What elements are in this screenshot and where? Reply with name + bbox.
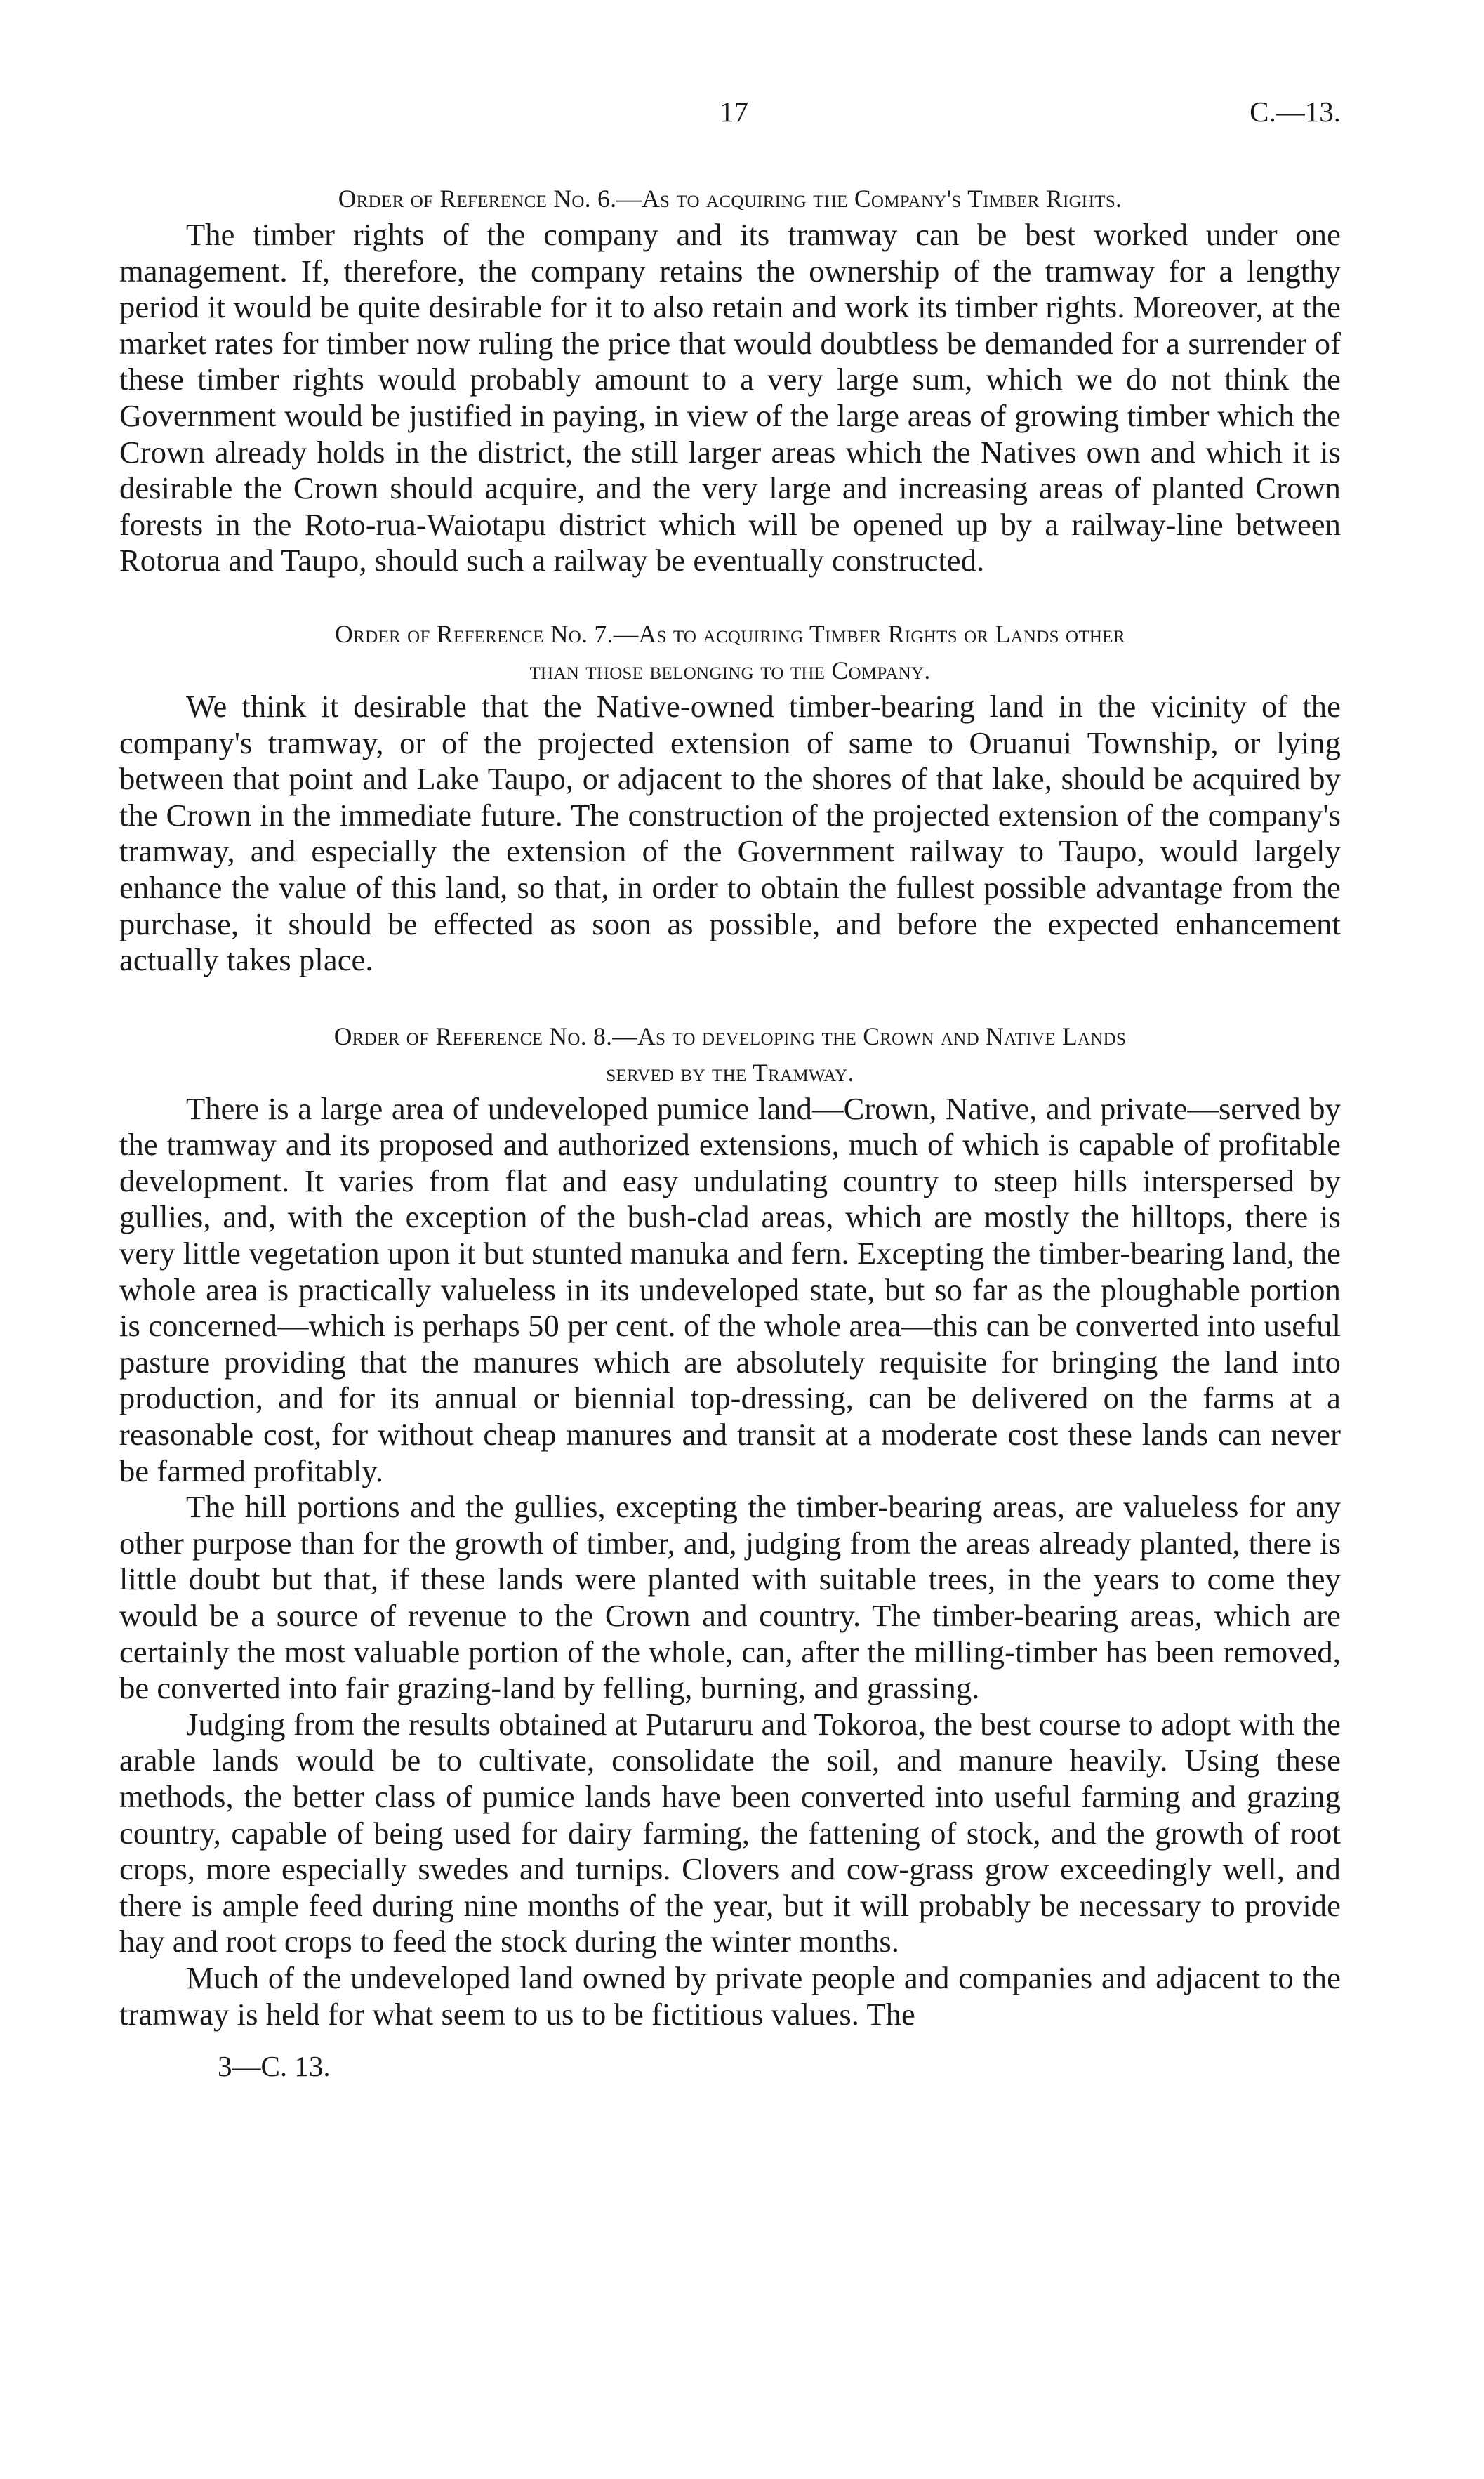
page-number: 17 [720,95,748,128]
paragraph-order-7: We think it desirable that the Native-owned timber-bearing land in the vicinity of the company's tramway, or of the projected extension of same to Oruanui Township, or lying between that point and Lake Taupo, or adjacent to the shores of that lake, should be acquired by the Crown in the immediate future. The construction of the projected extension of the company's tramway, and especially the extension of the Government railway to Taupo, would largely enhance the value of this land, so that, in order to obtain the fullest possible advantage from the purchase, it should be effected as soon as possible, and before the expected enhancement actually takes place. [119,688,1341,978]
section-heading-order-7 [119,616,1341,689]
paragraph-order-8-private-land: Much of the undeveloped land owned by private people and companies and adjacent to the tramway is held for what seem to us to be fictitious values. The [119,1959,1341,2032]
heading-line-continued: served by the Tramway. [606,1058,854,1087]
printer-signature-mark: 3—C. 13. [218,2050,331,2083]
section-heading-order-6 [119,180,1341,217]
heading-line: Order of Reference No. 6.—As to acquiring the Company's Timber Rights. [338,185,1122,213]
document-code: C.—13. [1250,95,1341,128]
document-page [119,95,1341,2083]
running-header [119,95,1341,144]
paragraph-order-8-hill-portions: The hill portions and the gullies, excepting the timber-bearing areas, are valueless for any other purpose than for the growth of timber, and, judging from the areas already planted, there is little doubt but that, if these lands were planted with suitable trees, in the years to come they would be a source of revenue to the Crown and country. The timber-bearing areas, which are certainly the most valuable portion of the whole, can, after the milling-timber has been removed, be converted into fair grazing-land by felling, burning, and grassing. [119,1489,1341,1706]
paragraph-order-8-arable-lands: Judging from the results obtained at Putaruru and Tokoroa, the best course to adopt with the arable lands would be to cultivate, consolidate the soil, and manure heavily. Using these methods, the better class of pumice lands have been converted into useful farming and grazing country, capable of being used for dairy farming, the fattening of stock, and the growth of root crops, more especially swedes and turnips. Clovers and cow-grass grow exceedingly well, and there is ample feed during nine months of the year, but it will probably be necessary to provide hay and root crops to feed the stock during the winter months. [119,1706,1341,1959]
paragraph-order-8-pumice-land: There is a large area of undeveloped pumice land—Crown, Native, and private—served by the tramway and its proposed and authorized extensions, much of which is capable of profitable development. It varies from flat and easy undulating country to steep hills interspersed by gullies, and, with the exception of the bush-clad areas, which are mostly the hilltops, there is very little vegetation upon it but stunted manuka and fern. Excepting the timber-bearing land, the whole area is practically valueless in its undeveloped state, but so far as the ploughable portion is concerned—which is perhaps 50 per cent. of the whole area—this can be converted into useful pasture providing that the manures which are absolutely requisite for bringing the land into production, and for its annual or biennial top-dressing, can be delivered on the farms at a reasonable cost, for without cheap manures and transit at a moderate cost these lands can never be farmed profitably. [119,1090,1341,1488]
heading-line-continued: than those belonging to the Company. [529,656,931,685]
heading-line: Order of Reference No. 7.—As to acquiring Timber Rights or Lands other [335,619,1125,648]
section-heading-order-8 [119,1018,1341,1091]
paragraph-order-6: The timber rights of the company and its tramway can be best worked under one management. If, therefore, the company retains the ownership of the tramway for a lengthy period it would be quite desirable for it to also retain and work its timber rights. Moreover, at the market rates for timber now ruling the price that would doubtless be demanded for a surrender of these timber rights would probably amount to a very large sum, which we do not think the Government would be justified in paying, in view of the large areas of growing timber which the Crown already holds in the district, the still larger areas which the Natives own and which it is desirable the Crown should acquire, and the very large and increasing areas of planted Crown forests in the Roto-rua-Waiotapu district which will be opened up by a railway-line between Rotorua and Taupo, should such a railway be eventually constructed. [119,217,1341,579]
heading-line: Order of Reference No. 8.—As to developing the Crown and Native Lands [333,1022,1127,1050]
